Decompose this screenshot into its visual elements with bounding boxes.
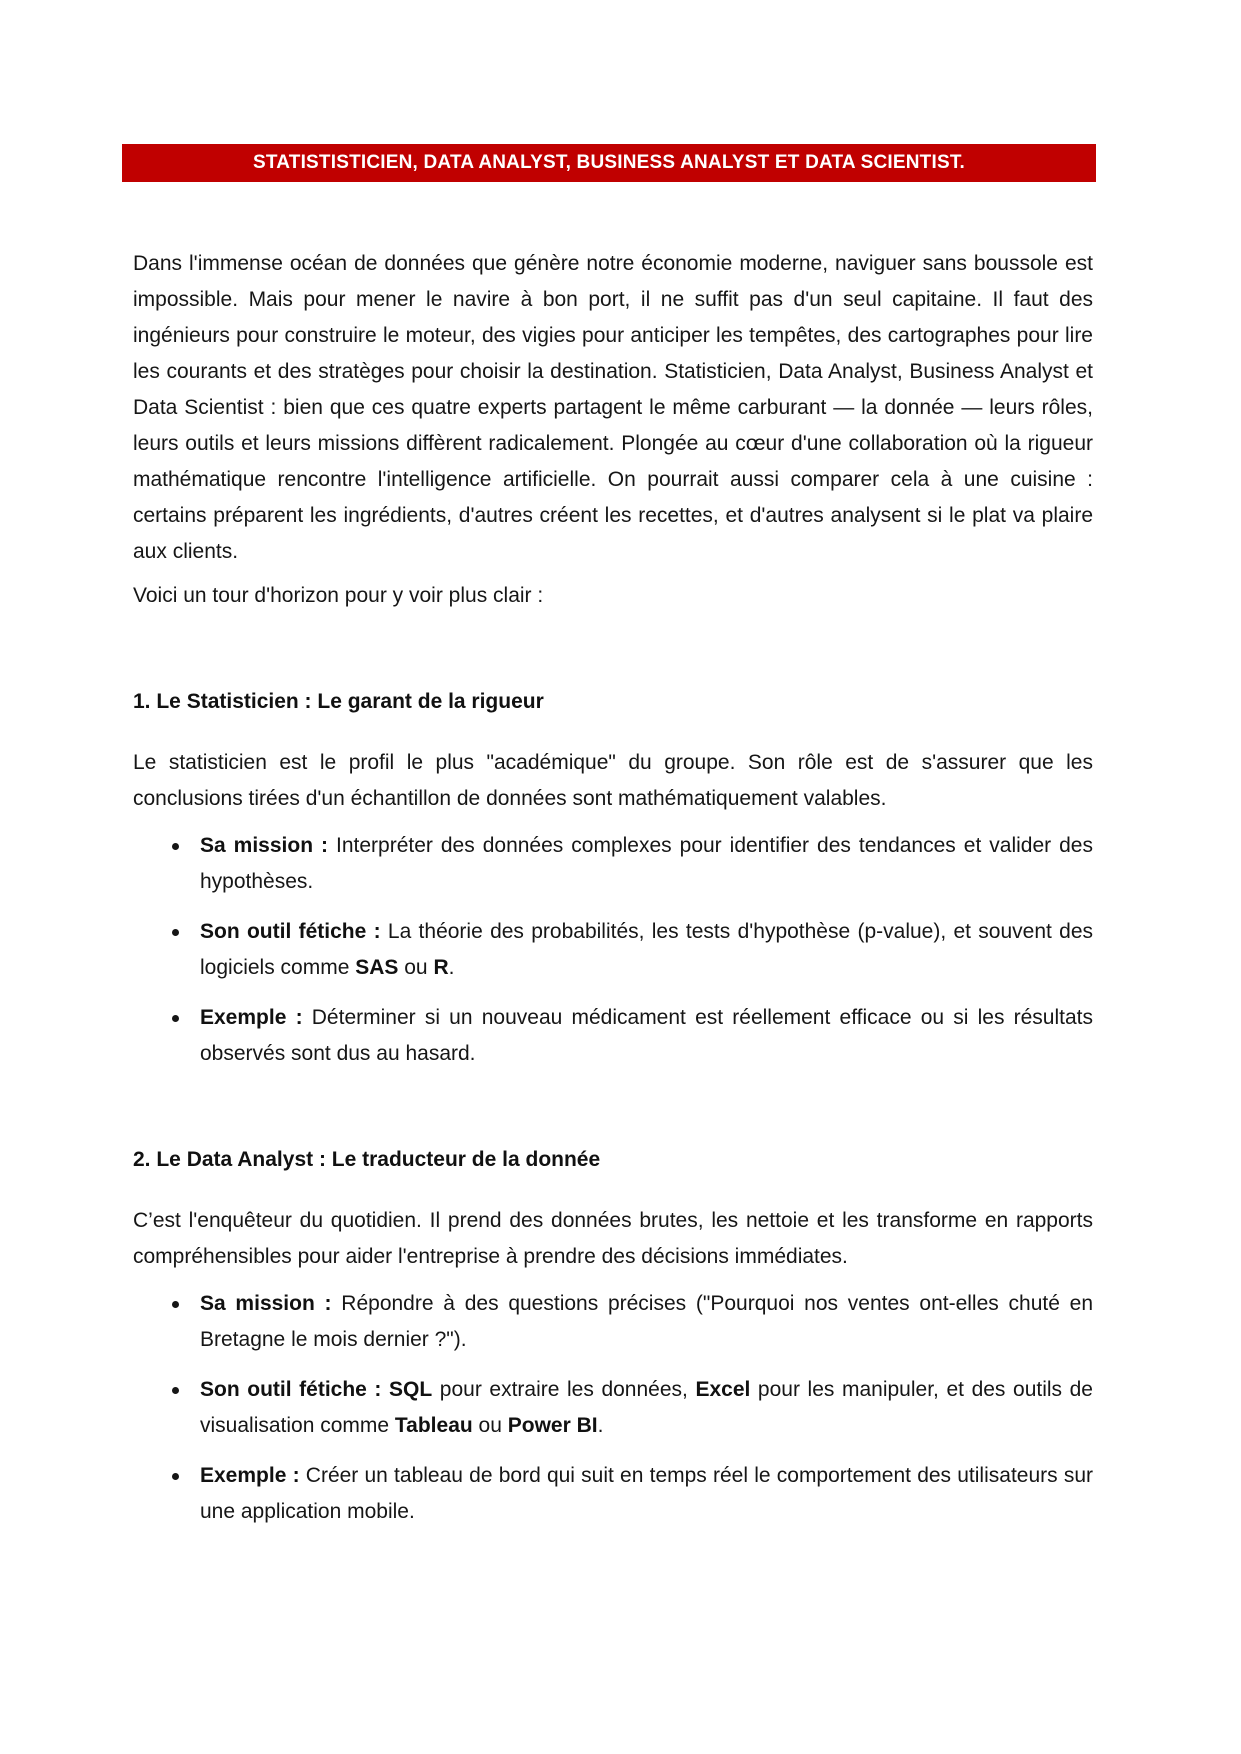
bullet-text: Sa mission : Répondre à des questions précises ("Pourquoi nos ventes ont-elles chuté en Bretagne le mois dernier ?"). — [200, 1292, 1093, 1351]
bullet-icon — [172, 1387, 179, 1394]
bullet-text: Sa mission : Interpréter des données complexes pour identifier des tendances et valider des hypothèses. — [200, 834, 1093, 893]
bullet-icon — [172, 929, 179, 936]
bullet-list — [133, 1286, 1093, 1530]
section-heading: 2. Le Data Analyst : Le traducteur de la donnée — [133, 1148, 601, 1171]
bullet-item — [133, 828, 1093, 900]
document-title: STATISTISTICIEN, DATA ANALYST, BUSINESS ANALYST ET DATA SCIENTIST. — [252, 152, 966, 173]
bullet-list — [133, 828, 1093, 1072]
bullet-text: Son outil fétiche : SQL pour extraire les données, Excel pour les manipuler, et des outils de visualisation comme Tableau ou Power BI. — [200, 1378, 1093, 1437]
bullet-item — [133, 1458, 1093, 1530]
bullet-text: Exemple : Créer un tableau de bord qui suit en temps réel le comportement des utilisateurs sur une application mobile. — [200, 1464, 1093, 1523]
bullet-item — [133, 914, 1093, 986]
lead-in-line: Voici un tour d'horizon pour y voir plus clair : — [133, 584, 544, 607]
section-2 — [133, 1142, 1093, 1530]
bullet-icon — [172, 1301, 179, 1308]
bullet-text: Exemple : Déterminer si un nouveau médicament est réellement efficace ou si les résultats observés sont dus au hasard. — [200, 1006, 1094, 1065]
section-intro: Le statisticien est le profil le plus "académique" du groupe. Son rôle est de s'assurer que les conclusions tirées d'un échantillon de données sont mathématiquement valables. — [133, 751, 1093, 810]
sections-container — [133, 684, 1093, 1530]
section-intro: C’est l'enquêteur du quotidien. Il prend des données brutes, les nettoie et les transforme en rapports compréhensibles pour aider l'entreprise à prendre des décisions immédiates. — [133, 1209, 1093, 1268]
bullet-item — [133, 1372, 1093, 1444]
section-heading: 1. Le Statisticien : Le garant de la rigueur — [133, 690, 544, 713]
bullet-item — [133, 1286, 1093, 1358]
bullet-icon — [172, 843, 179, 850]
bullet-text: Son outil fétiche : La théorie des probabilités, les tests d'hypothèse (p-value), et souvent des logiciels comme SAS ou R. — [200, 920, 1094, 979]
section-1 — [133, 684, 1093, 1072]
bullet-item — [133, 1000, 1093, 1072]
intro-paragraph: Dans l'immense océan de données que génère notre économie moderne, naviguer sans boussole est impossible. Mais pour mener le navire à bon port, il ne suffit pas d'un seul capitaine. Il faut des ingénieurs pour construire le moteur, des vigies pour anticiper les tempêtes, des cartographes pour lire les courants et des stratèges pour choisir la destination. Statisticien, Data Analyst, Business Analyst et Data Scientist : bien que ces quatre experts partagent le même carburant — la donnée — leurs rôles, leurs outils et leurs missions diffèrent radicalement. Plongée au cœur d'une collaboration où la rigueur mathématique rencontre l'intelligence artificielle. On pourrait aussi comparer cela à une cuisine : certains préparent les ingrédients, d'autres créent les recettes, et d'autres analysent si le plat va plaire aux clients. — [133, 252, 1093, 563]
bullet-icon — [172, 1473, 179, 1480]
bullet-icon — [172, 1015, 179, 1022]
title-banner — [122, 144, 1096, 182]
